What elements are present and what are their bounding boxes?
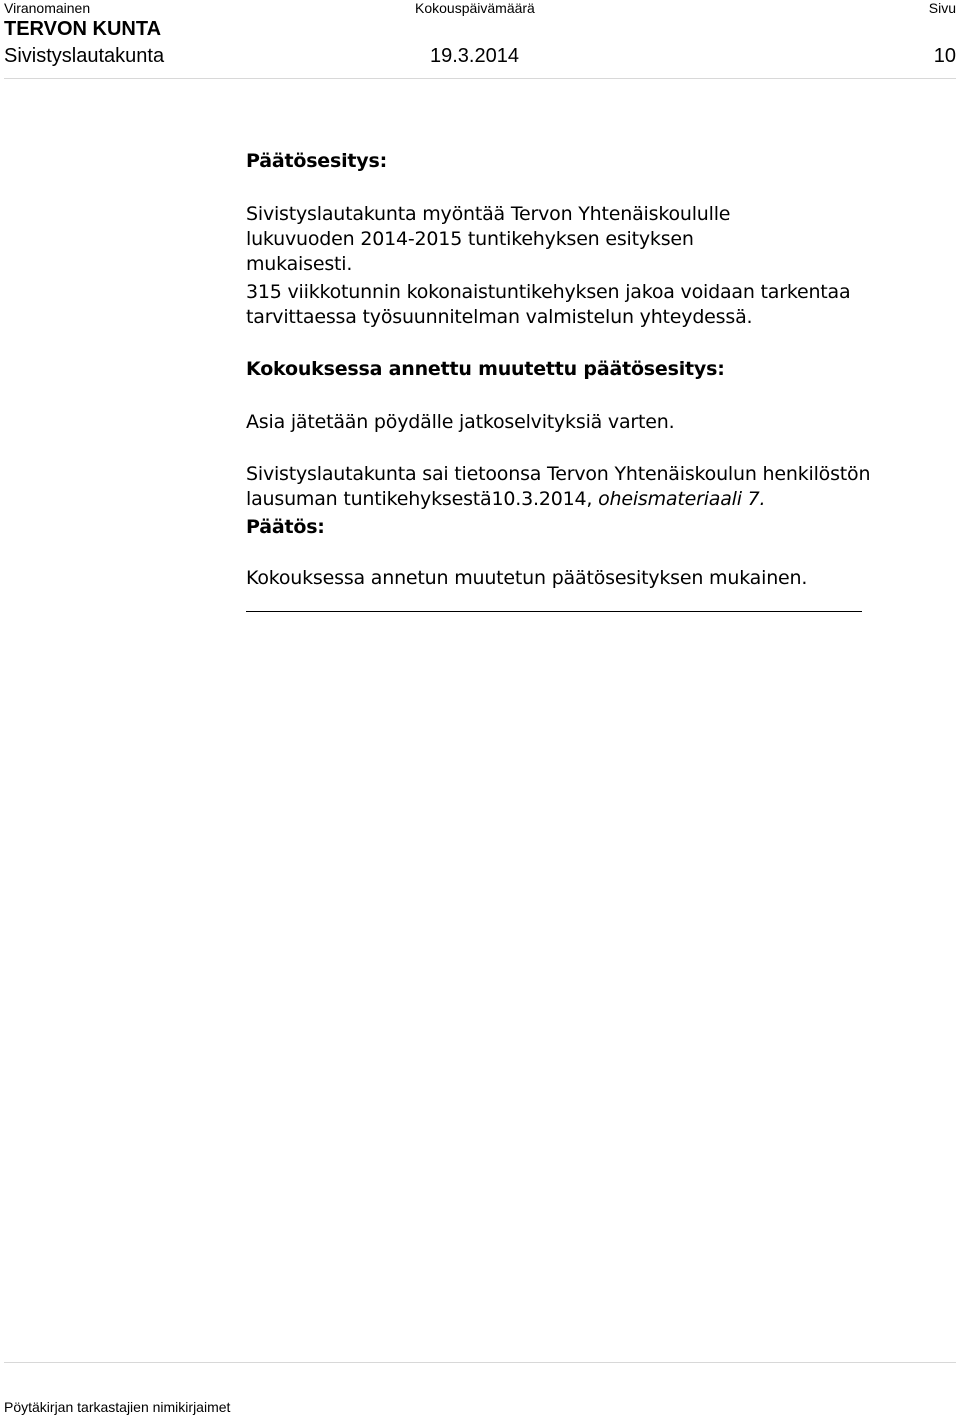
proposal-heading-block xyxy=(246,149,946,174)
frame-text-block xyxy=(246,280,906,330)
page-number: 10 xyxy=(933,45,956,67)
footer-divider xyxy=(4,1362,956,1363)
attachment-reference: oheismateriaali 7. xyxy=(598,488,766,510)
footer-signatures-label: Pöytäkirjan tarkastajien nimikirjaimet xyxy=(4,1399,231,1415)
proposal-text-block xyxy=(246,202,766,277)
decision-text-block xyxy=(246,566,946,591)
decision-text: Kokouksessa annetun muutetun päätösesityksen mukainen. xyxy=(246,567,808,589)
organization-name: TERVON KUNTA xyxy=(4,18,162,40)
info-text-main: Sivistyslautakunta sai tietoonsa Tervon Yhtenäiskoulun henkilöstön lausuman tuntikehyksestä10.3.2014, xyxy=(246,463,871,510)
info-text-block xyxy=(246,462,936,512)
header-page-label: Sivu xyxy=(928,0,956,16)
meeting-date: 19.3.2014 xyxy=(430,45,519,67)
amended-heading-block xyxy=(246,357,946,382)
header-authority-label: Viranomainen xyxy=(4,0,91,16)
decision-heading-block xyxy=(246,515,946,540)
section-end-line xyxy=(246,611,862,612)
header-divider xyxy=(4,78,956,79)
amended-proposal-heading: Kokouksessa annettu muutettu päätösesitys: xyxy=(246,358,725,380)
header-date-label: Kokouspäivämäärä xyxy=(415,0,535,16)
frame-text: 315 viikkotunnin kokonaistuntikehyksen jakoa voidaan tarkentaa tarvittaessa työsuunnitelman valmistelun yhteydessä. xyxy=(246,281,851,328)
decision-heading: Päätös: xyxy=(246,516,325,538)
info-text xyxy=(246,462,936,512)
proposal-heading: Päätösesitys: xyxy=(246,150,387,172)
committee-name: Sivistyslautakunta xyxy=(4,45,165,67)
amended-proposal-text: Asia jätetään pöydälle jatkoselvityksiä varten. xyxy=(246,411,675,433)
proposal-text: Sivistyslautakunta myöntää Tervon Yhtenäiskoululle lukuvuoden 2014-2015 tuntikehyksen esityksen mukaisesti. xyxy=(246,203,731,275)
amended-text-block xyxy=(246,410,946,435)
